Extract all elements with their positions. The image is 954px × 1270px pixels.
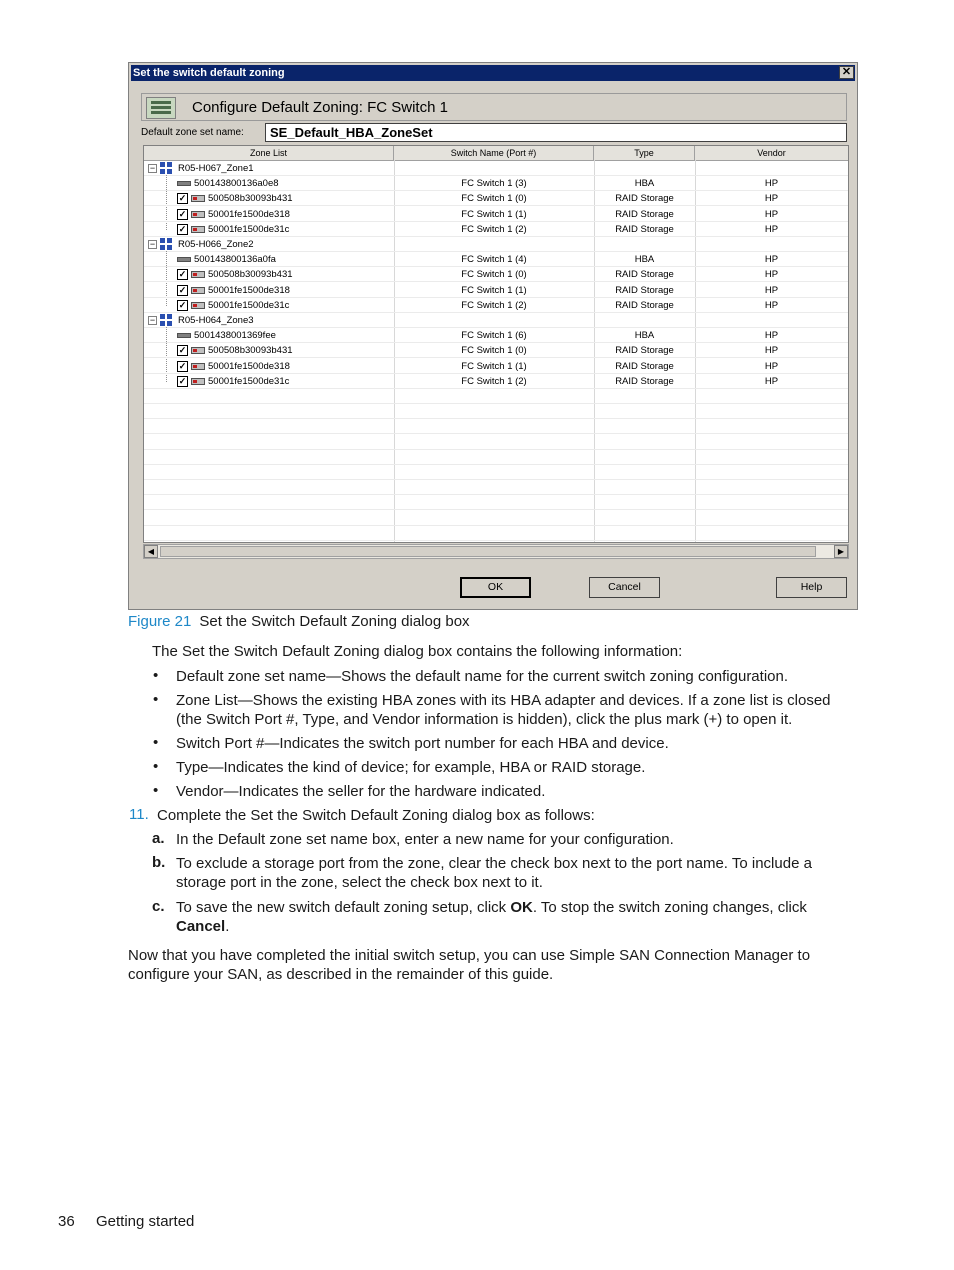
member-vendor: HP (764, 208, 779, 220)
storage-icon (191, 195, 205, 202)
member-vendor: HP (764, 223, 779, 235)
page-number: 36 (58, 1213, 75, 1230)
storage-icon (191, 287, 205, 294)
column-header-zone-list[interactable]: Zone List (144, 146, 394, 160)
footer-section: Getting started (96, 1213, 195, 1230)
empty-row (144, 465, 848, 480)
zone-icon (160, 162, 173, 175)
member-port: FC Switch 1 (0) (461, 345, 527, 357)
empty-row (144, 511, 848, 526)
scroll-left-button[interactable] (144, 545, 158, 558)
help-button[interactable]: Help (776, 577, 847, 598)
collapse-toggle-icon[interactable]: − (149, 163, 156, 173)
storage-icon (191, 271, 205, 278)
member-wwn: 50001fe1500de31c (208, 375, 290, 387)
member-port: FC Switch 1 (1) (461, 360, 527, 372)
bullet-glyph: • (153, 667, 159, 684)
member-vendor: HP (764, 375, 779, 387)
member-port: FC Switch 1 (2) (461, 223, 527, 235)
member-port: FC Switch 1 (2) (461, 375, 527, 387)
member-row[interactable] (144, 176, 848, 191)
bullet-vendor: Vendor—Indicates the seller for the hardware indicated. (176, 783, 546, 800)
member-checkbox[interactable]: ✓ (178, 193, 187, 204)
bullet-glyph: • (153, 782, 159, 799)
collapse-toggle-icon[interactable]: − (149, 239, 156, 249)
zoning-dialog (128, 62, 858, 610)
member-row[interactable] (144, 283, 848, 298)
member-checkbox[interactable]: ✓ (178, 360, 187, 371)
member-type: RAID Storage (615, 193, 674, 205)
member-type: RAID Storage (615, 284, 674, 296)
member-port: FC Switch 1 (0) (461, 269, 527, 281)
member-port: FC Switch 1 (3) (461, 178, 527, 190)
member-type: RAID Storage (615, 345, 674, 357)
bullet-glyph: • (153, 734, 159, 751)
member-wwn: 50001fe1500de318 (208, 208, 290, 220)
substep-c-text (176, 898, 807, 917)
member-row[interactable] (144, 222, 848, 237)
member-vendor: HP (764, 330, 779, 342)
zone-name: R05-H066_Zone2 (178, 239, 254, 250)
closing-paragraph-cont: configure your SAN, as described in the remainder of this guide. (128, 966, 554, 983)
member-port: FC Switch 1 (1) (461, 284, 527, 296)
substep-b-text-cont: storage port in the zone, select the check box next to it. (176, 874, 543, 891)
hba-icon (177, 257, 191, 262)
zone-row[interactable] (144, 237, 848, 252)
member-wwn: 500143800136a0e8 (194, 178, 279, 190)
member-row[interactable] (144, 328, 848, 343)
member-port: FC Switch 1 (0) (461, 193, 527, 205)
member-wwn: 50001fe1500de318 (208, 360, 290, 372)
grid-header (144, 146, 848, 161)
zone-name: R05-H067_Zone1 (178, 163, 254, 174)
dialog-titlebar (131, 65, 855, 81)
member-vendor: HP (764, 269, 779, 281)
zone-row[interactable] (144, 161, 848, 176)
member-wwn: 500143800136a0fa (194, 254, 276, 266)
substep-c-end: . (225, 918, 230, 935)
member-type: HBA (634, 330, 655, 342)
empty-row (144, 450, 848, 465)
bullet-zone-list-cont: (the Switch Port #, Type, and Vendor information is hidden), click the plus mark (+) to open it. (176, 711, 793, 728)
substep-a-text: In the Default zone set name box, enter a new name for your configuration. (176, 831, 674, 848)
hba-icon (177, 333, 191, 338)
dialog-title: Set the switch default zoning (133, 67, 285, 79)
member-vendor: HP (764, 345, 779, 357)
member-vendor: HP (764, 360, 779, 372)
bullet-zone-list: Zone List—Shows the existing HBA zones with its HBA adapter and devices. If a zone list is closed (176, 692, 831, 709)
member-port: FC Switch 1 (6) (461, 330, 527, 342)
member-type: RAID Storage (615, 223, 674, 235)
substep-c-cancel: Cancel (176, 918, 226, 935)
substep-b-label: b. (152, 854, 166, 871)
horizontal-scrollbar[interactable] (143, 544, 849, 559)
step-text: Complete the Set the Switch Default Zoning dialog box as follows: (157, 807, 595, 824)
empty-row (144, 480, 848, 495)
member-checkbox[interactable]: ✓ (178, 345, 187, 356)
zone-row[interactable] (144, 313, 848, 328)
zone-icon (160, 314, 173, 327)
member-wwn: 50001fe1500de31c (208, 223, 290, 235)
column-header-vendor[interactable]: Vendor (757, 148, 786, 158)
storage-icon (191, 347, 205, 354)
member-checkbox[interactable]: ✓ (178, 299, 187, 310)
member-vendor: HP (764, 299, 779, 311)
member-wwn: 5001438001369fee (194, 330, 276, 342)
close-button[interactable] (839, 66, 854, 79)
ok-button[interactable]: OK (460, 577, 531, 598)
substep-c-ok: OK (510, 899, 533, 916)
empty-row (144, 404, 848, 419)
close-icon: ✕ (841, 66, 852, 78)
scroll-thumb[interactable] (160, 546, 816, 557)
substep-c-pre: To save the new switch default zoning setup, click (176, 899, 511, 916)
storage-icon (191, 363, 205, 370)
bullet-switch-port: Switch Port #—Indicates the switch port number for each HBA and device. (176, 735, 669, 752)
member-checkbox[interactable]: ✓ (178, 284, 187, 295)
member-wwn: 50001fe1500de318 (208, 284, 290, 296)
zone-set-name-label: Default zone set name: (141, 127, 244, 138)
cancel-button[interactable]: Cancel (589, 577, 660, 598)
zone-name: R05-H064_Zone3 (178, 315, 254, 326)
empty-row (144, 541, 848, 543)
member-row[interactable] (144, 359, 848, 374)
member-checkbox[interactable]: ✓ (178, 208, 187, 219)
bullet-glyph: • (153, 758, 159, 775)
member-row[interactable] (144, 252, 848, 267)
storage-icon (191, 302, 205, 309)
empty-row (144, 419, 848, 434)
member-type: RAID Storage (615, 360, 674, 372)
member-port: FC Switch 1 (2) (461, 299, 527, 311)
arrow-right-icon: ▶ (837, 547, 845, 556)
member-wwn: 500508b30093b431 (208, 193, 293, 205)
arrow-left-icon: ◀ (147, 547, 155, 556)
zone-icon (160, 238, 173, 251)
member-row[interactable] (144, 191, 848, 206)
member-row[interactable] (144, 343, 848, 358)
member-type: RAID Storage (615, 208, 674, 220)
zone-grid (143, 145, 849, 543)
bullet-glyph: • (153, 691, 159, 708)
scroll-right-button[interactable] (834, 545, 848, 558)
member-type: HBA (634, 178, 655, 190)
member-vendor: HP (764, 193, 779, 205)
member-port: FC Switch 1 (4) (461, 254, 527, 266)
member-checkbox[interactable]: ✓ (178, 375, 187, 386)
member-wwn: 500508b30093b431 (208, 345, 293, 357)
hba-icon (177, 181, 191, 186)
storage-icon (191, 378, 205, 385)
member-row[interactable] (144, 207, 848, 222)
header-panel (141, 93, 847, 121)
step-number: 11. (129, 806, 149, 823)
figure-caption-text: Set the Switch Default Zoning dialog box (199, 613, 470, 630)
empty-row (144, 435, 848, 450)
substep-a-label: a. (152, 830, 165, 847)
storage-icon (191, 226, 205, 233)
closing-paragraph: Now that you have completed the initial switch setup, you can use Simple SAN Connection Manager to (128, 947, 811, 964)
figure-label: Figure 21 (128, 613, 192, 630)
zone-set-name-input[interactable]: SE_Default_HBA_ZoneSet (265, 123, 847, 142)
member-checkbox[interactable]: ✓ (178, 223, 187, 234)
empty-row (144, 389, 848, 404)
member-wwn: 500508b30093b431 (208, 269, 293, 281)
substep-b-text: To exclude a storage port from the zone, clear the check box next to the port name. To include a (176, 855, 812, 872)
column-header-switch-name[interactable]: Switch Name (Port #) (394, 146, 594, 160)
storage-icon (191, 211, 205, 218)
member-row[interactable] (144, 298, 848, 313)
dialog-heading: Configure Default Zoning: FC Switch 1 (192, 99, 448, 116)
substep-c-mid: . To stop the switch zoning changes, click (532, 899, 807, 916)
member-type: HBA (634, 254, 655, 266)
member-row[interactable] (144, 374, 848, 389)
member-checkbox[interactable]: ✓ (178, 269, 187, 280)
member-vendor: HP (764, 254, 779, 266)
column-header-type[interactable]: Type (594, 146, 695, 160)
member-type: RAID Storage (615, 269, 674, 281)
empty-row (144, 526, 848, 541)
figure-caption (128, 613, 470, 630)
empty-row (144, 495, 848, 510)
bullet-type: Type—Indicates the kind of device; for example, HBA or RAID storage. (176, 759, 646, 776)
member-wwn: 50001fe1500de31c (208, 299, 290, 311)
collapse-toggle-icon[interactable]: − (149, 315, 156, 325)
intro-paragraph: The Set the Switch Default Zoning dialog box contains the following information: (152, 643, 683, 660)
bullet-default-zone-set-name: Default zone set name—Shows the default name for the current switch zoning configuration. (176, 668, 789, 685)
member-row[interactable] (144, 267, 848, 282)
member-vendor: HP (764, 178, 779, 190)
member-type: RAID Storage (615, 299, 674, 311)
member-port: FC Switch 1 (1) (461, 208, 527, 220)
substep-c-label: c. (152, 898, 165, 915)
member-vendor: HP (764, 284, 779, 296)
substep-c-text-cont (176, 917, 229, 936)
member-type: RAID Storage (615, 375, 674, 387)
switch-icon (146, 97, 176, 119)
